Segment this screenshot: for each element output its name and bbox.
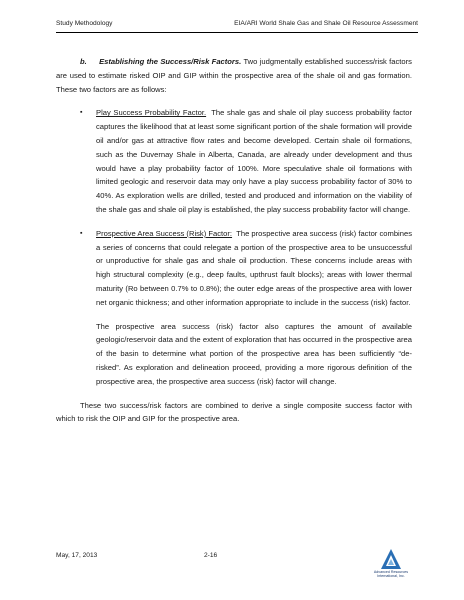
factor-term: Play Success Probability Factor. <box>96 108 207 118</box>
section-intro-text: Two judgmentally established success/risk factors are used to estimate risked OIP and GIP within the prospective area of the shale oil and gas formation. These two factors are as follows: <box>56 57 412 94</box>
factor-list <box>56 106 412 388</box>
section-intro-paragraph <box>56 55 412 96</box>
factor-description: The prospective area success (risk) factor combines a series of concerns that could relegate a portion of the prospective area to be unsuccessful or unproductive for shale gas and shale oil production. These concerns include areas with high structural complexity (e.g., deep faults, upthrust fault blocks); areas with lower thermal maturity (Ro between 0.7% to 0.8%); the outer edge areas of the prospective area with lower net organic thickness; and other information appropriate to include in the success (risk) factor. <box>96 228 412 307</box>
section-id: b. <box>80 57 87 66</box>
logo-wordmark: Advanced Resources International, Inc. <box>373 570 409 579</box>
square-bullet-icon: ▪ <box>80 229 83 237</box>
square-bullet-icon: ▪ <box>80 109 83 117</box>
triangle-logo-icon <box>380 548 402 570</box>
page-footer <box>56 548 418 588</box>
factor-description-continued: The prospective area success (risk) factor also captures the amount of available geologic/reservoir data and the extent of exploration that has occurred in the prospective area of the basin to determine what portion of the prospective area has been sufficiently “de-risked”. As exploration and delineation proceed, providing a more rigorous definition of the prospective area, the prospective area success (risk) factor will change. <box>96 321 412 386</box>
company-logo <box>366 548 416 578</box>
footer-date: May, 17, 2013 <box>56 552 98 559</box>
page-number: 2-16 <box>204 552 218 559</box>
list-item <box>56 227 412 389</box>
factor-term: Prospective Area Success (Risk) Factor: <box>96 228 233 238</box>
page-body <box>56 55 412 436</box>
header-rule <box>56 32 418 33</box>
header-section-title: Study Methodology <box>56 20 113 27</box>
factor-description: The shale gas and shale oil play success probability factor captures the likelihood that at least some significant portion of the shale formation will provide oil and/or gas at attractive flow rates and become developed. Certain shale oil formations, such as the Duvernay Shale in Alberta, Canada, are already under development and thus would have a play probability factor of 100%. More speculative shale oil formations with limited geologic and reservoir data may only have a play success probability factor of 30% to 40%. As exploration wells are drilled, tested and produced and information on the viability of the shale gas and shale oil play is established, the play success probability factor will change. <box>96 108 412 214</box>
section-title: Establishing the Success/Risk Factors. <box>99 57 242 66</box>
header-report-title: EIA/ARI World Shale Gas and Shale Oil Resource Assessment <box>234 20 418 27</box>
closing-paragraph: These two success/risk factors are combined to derive a single composite success factor with which to risk the OIP and GIP for the prospective area. <box>56 400 412 424</box>
list-item <box>56 106 412 216</box>
page-header <box>56 20 418 34</box>
